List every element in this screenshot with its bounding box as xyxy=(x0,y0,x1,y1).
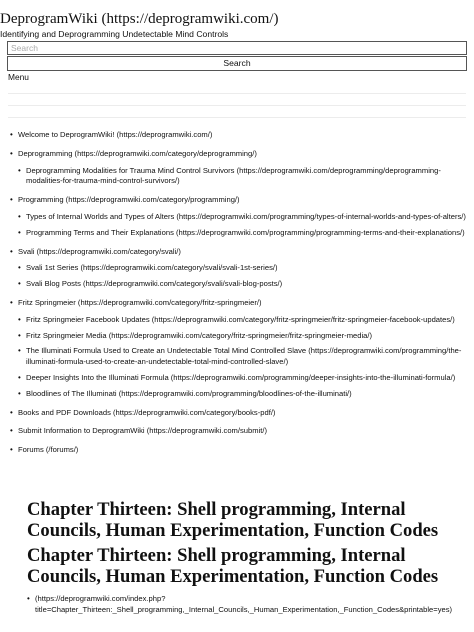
search-input[interactable] xyxy=(7,41,467,55)
page-title: Chapter Thirteen: Shell programming, Internal Councils, Human Experimentation, Function Codes xyxy=(27,499,439,541)
nav-link-svali[interactable]: Svali (https://deprogramwiki.com/category/svali/) xyxy=(18,246,181,256)
nav-item-deprogramming xyxy=(18,149,474,187)
nav-link-deprogramming[interactable]: Deprogramming (https://deprogramwiki.com/category/deprogramming/) xyxy=(18,148,257,158)
nav-subitem[interactable]: • Fritz Springmeier Media (https://deprogramwiki.com/category/fritz-springmeier/fritz-springmeier-media/) xyxy=(26,331,474,342)
nav-item-books[interactable]: • Books and PDF Downloads (https://deprogramwiki.com/category/books-pdf/) xyxy=(18,408,474,419)
nav-subitem[interactable]: • Deprogramming Modalities for Trauma Mind Control Survivors (https://deprogramwiki.com/deprogramming/deprogramming-modalities-for-trauma-mind-control-survivors/) xyxy=(26,166,474,188)
search-button[interactable]: Search xyxy=(7,56,467,71)
nav-link-fritz-springmeier[interactable]: Fritz Springmeier (https://deprogramwiki.com/category/fritz-springmeier/) xyxy=(18,297,262,307)
nav-item-svali xyxy=(18,247,474,290)
nav-subitem[interactable]: • Fritz Springmeier Facebook Updates (https://deprogramwiki.com/category/fritz-springmeier/fritz-springmeier-facebook-updates/) xyxy=(26,315,474,326)
nav-item-forums[interactable]: • Forums (/forums/) xyxy=(18,445,474,456)
printable-link-list xyxy=(27,594,474,616)
nav-item-programming xyxy=(18,195,474,238)
nav-item-fritz-springmeier xyxy=(18,298,474,400)
nav-subitem[interactable]: • Types of Internal Worlds and Types of Alters (https://deprogramwiki.com/programming/types-of-internal-worlds-and-types-of-alters/) xyxy=(26,212,474,223)
menu-divider xyxy=(8,105,466,106)
site-tagline: Identifying and Deprogramming Undetectable Mind Controls xyxy=(0,29,229,39)
nav-subitem[interactable]: • Svali Blog Posts (https://deprogramwiki.com/category/svali/svali-blog-posts/) xyxy=(26,279,474,290)
nav-item-welcome[interactable]: • Welcome to DeprogramWiki! (https://deprogramwiki.com/) xyxy=(18,130,474,141)
nav-link-programming[interactable]: Programming (https://deprogramwiki.com/category/programming/) xyxy=(18,195,240,205)
article-title: Chapter Thirteen: Shell programming, Internal Councils, Human Experimentation, Function Codes xyxy=(27,545,439,587)
nav-subitem[interactable]: • The Illuminati Formula Used to Create an Undetectable Total Mind Controlled Slave (https://deprogramwiki.com/programming/the-illuminati-formula-used-to-create-an-undetectable-total-mind-controlled-slave/) xyxy=(26,346,474,368)
menu-divider xyxy=(8,117,466,118)
menu-divider xyxy=(8,93,466,94)
main-navigation xyxy=(0,130,474,464)
nav-subitem[interactable]: • Deeper Insights Into the Illuminati Formula (https://deprogramwiki.com/programming/deeper-insights-into-the-illuminati-formula/) xyxy=(26,373,474,384)
nav-subitem[interactable]: • Bloodlines of The Illuminati (https://deprogramwiki.com/programming/bloodlines-of-the-illuminati/) xyxy=(26,389,474,400)
nav-subitem[interactable]: • Svali 1st Series (https://deprogramwiki.com/category/svali/svali-1st-series/) xyxy=(26,263,474,274)
printable-link[interactable]: • (https://deprogramwiki.com/index.php?title=Chapter_Thirteen:_Shell_programming,_Internal_Councils,_Human_Experimentation,_Function_Codes&printable=yes) xyxy=(35,594,474,616)
nav-item-submit[interactable]: • Submit Information to DeprogramWiki (https://deprogramwiki.com/submit/) xyxy=(18,426,474,437)
site-title[interactable]: DeprogramWiki (https://deprogramwiki.com/) xyxy=(0,11,279,27)
nav-subitem[interactable]: • Programming Terms and Their Explanations (https://deprogramwiki.com/programming/programming-terms-and-their-explanations/) xyxy=(26,228,474,239)
menu-toggle[interactable]: Menu xyxy=(8,72,29,82)
